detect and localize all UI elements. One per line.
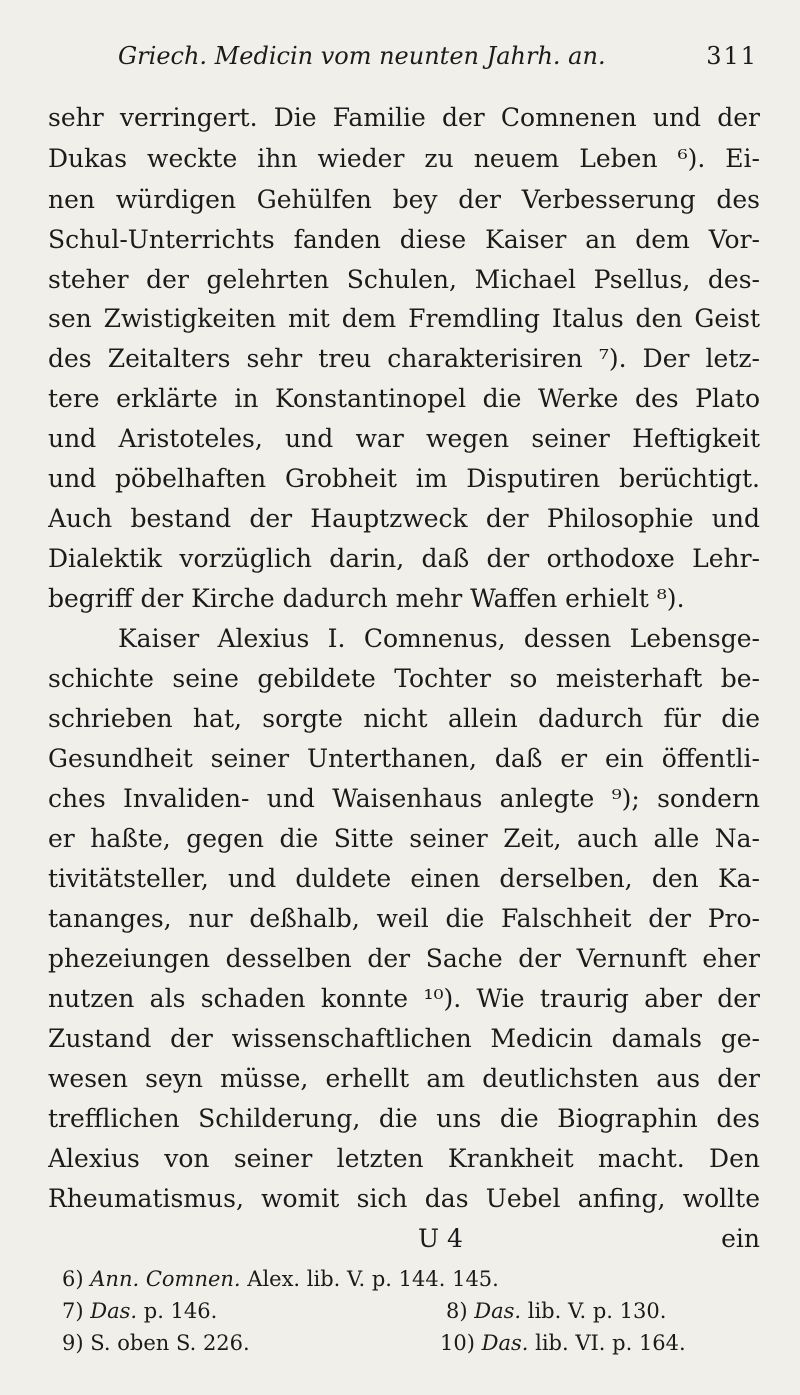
text-line: und pöbelhaften Grobheit im Disputiren berüchtigt. xyxy=(48,464,760,493)
footnote-abbrev: Das. xyxy=(481,1331,529,1355)
text-line: tere erklärte in Konstantinopel die Werke des Plato xyxy=(48,384,760,413)
footnote-10 xyxy=(440,1330,686,1358)
footnote-reference: lib. V. p. 130. xyxy=(527,1299,667,1323)
text-line: und Aristoteles, und war wegen seiner Heftigkeit xyxy=(48,424,760,453)
catchword: ein xyxy=(721,1224,760,1253)
text-line: Gesundheit seiner Unterthanen, daß er ein öffentli- xyxy=(48,744,760,773)
text-line: schrieben hat, sorgte nicht allein dadurch für die xyxy=(48,704,760,733)
footnote-number: 9) xyxy=(62,1331,84,1355)
text-line: des Zeitalters sehr treu charakterisiren ⁷). Der letz- xyxy=(48,344,760,373)
footnote-abbrev: Das. xyxy=(90,1299,138,1323)
text-line: phezeiungen desselben der Sache der Vernunft eher xyxy=(48,944,760,973)
text-line: er haßte, gegen die Sitte seiner Zeit, auch alle Na- xyxy=(48,824,760,853)
text-line: tivitätsteller, und duldete einen derselben, den Ka- xyxy=(48,864,760,893)
text-line: trefflichen Schilderung, die uns die Biographin des xyxy=(48,1104,760,1133)
text-line: nen würdigen Gehülfen bey der Verbesserung des xyxy=(48,185,760,214)
text-line: ches Invaliden- und Waisenhaus anlegte ⁹); sondern xyxy=(48,784,760,813)
footnote-reference: p. 146. xyxy=(143,1299,218,1323)
footnote-9 xyxy=(62,1330,250,1358)
text-line: schichte seine gebildete Tochter so meisterhaft be- xyxy=(48,664,760,693)
text-line: sen Zwistigkeiten mit dem Fremdling Italus den Geist xyxy=(48,304,760,333)
text-line: Zustand der wissenschaftlichen Medicin damals ge- xyxy=(48,1024,760,1053)
signature-line xyxy=(48,1224,760,1258)
text-line: nutzen als schaden konnte ¹⁰). Wie traurig aber der xyxy=(48,984,760,1013)
text-line: Dukas weckte ihn wieder zu neuem Leben ⁶). Ei- xyxy=(48,144,760,173)
text-line: Auch bestand der Hauptzweck der Philosophie und xyxy=(48,504,760,533)
footnote-8 xyxy=(446,1298,666,1326)
text-line: steher der gelehrten Schulen, Michael Psellus, des- xyxy=(48,265,760,294)
footnote-abbrev: Ann. Comnen. xyxy=(90,1267,241,1291)
text-line: Rheumatismus, womit sich das Uebel anfing, wollte xyxy=(48,1184,760,1213)
text-line: Kaiser Alexius I. Comnenus, dessen Lebensge- xyxy=(118,624,760,653)
running-title: Griech. Medicin vom neunten Jahrh. an. xyxy=(118,42,606,70)
footnote-number: 8) xyxy=(446,1299,468,1323)
text-line: Dialektik vorzüglich darin, daß der orthodoxe Lehr- xyxy=(48,544,760,573)
text-line: sehr verringert. Die Familie der Comnenen und der xyxy=(48,103,760,132)
footnote-abbrev: Das. xyxy=(474,1299,522,1323)
footnote-number: 10) xyxy=(440,1331,475,1355)
text-line: Schul-Unterrichts fanden diese Kaiser an dem Vor- xyxy=(48,225,760,254)
footnote-reference: Alex. lib. V. p. 144. 145. xyxy=(247,1267,499,1291)
footnote-7 xyxy=(62,1298,217,1326)
footnote-number: 6) xyxy=(62,1267,84,1291)
text-line: wesen seyn müsse, erhellt am deutlichsten aus der xyxy=(48,1064,760,1093)
running-header xyxy=(118,42,758,82)
text-line: Alexius von seiner letzten Krankheit macht. Den xyxy=(48,1144,760,1173)
text-line: tananges, nur deßhalb, weil die Falschheit der Pro- xyxy=(48,904,760,933)
footnote-reference: lib. VI. p. 164. xyxy=(535,1331,686,1355)
footnote-6 xyxy=(62,1266,499,1294)
text-line: begriff der Kirche dadurch mehr Waffen erhielt ⁸). xyxy=(48,584,685,613)
page-number: 311 xyxy=(706,42,758,70)
footnote-number: 7) xyxy=(62,1299,84,1323)
signature-mark: U 4 xyxy=(418,1224,463,1253)
footnote-reference: S. oben S. 226. xyxy=(90,1331,250,1355)
